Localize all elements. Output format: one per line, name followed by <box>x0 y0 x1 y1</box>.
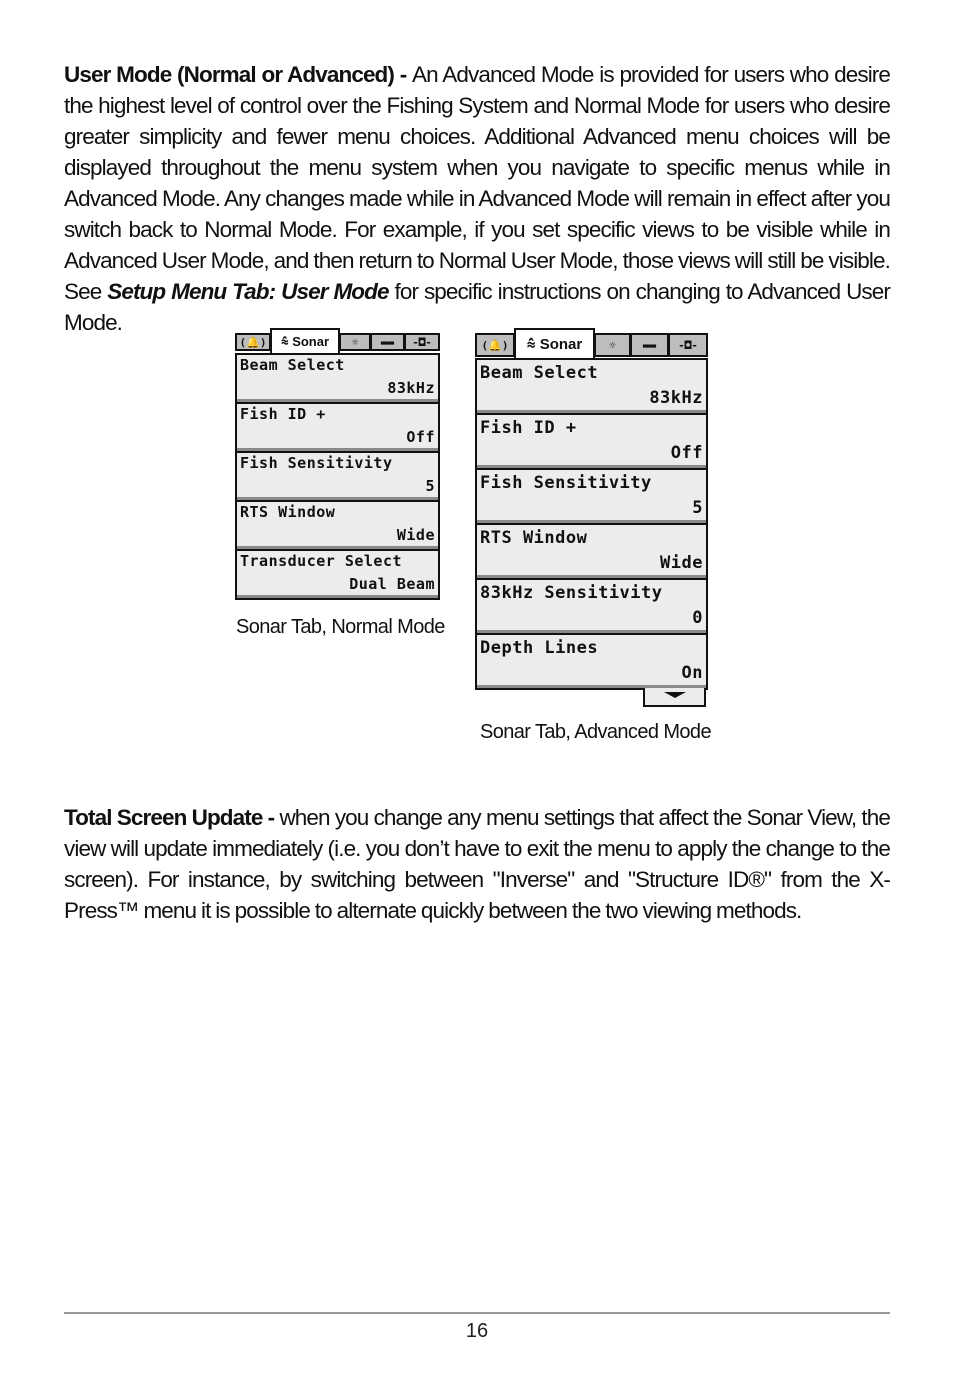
alarm-bell-icon: (🔔) <box>239 335 267 349</box>
total-screen-update-body: when you change any menu settings that affect the Sonar View, the view will update immediately (i.e. you don’t have to exit the menu to apply the change to the screen). For instance, by switching between "Inverse" and "Structure ID®" from the X-Press™ menu it is possible to alternate quickly between the two viewing methods. <box>64 805 891 923</box>
item-label: Transducer Select <box>240 552 403 570</box>
setup-tab[interactable] <box>630 333 669 357</box>
menu-tabs <box>235 331 440 353</box>
item-value: 83kHz <box>387 379 435 397</box>
menu-item-transducer-select[interactable] <box>237 549 438 598</box>
item-value: Off <box>406 428 435 446</box>
caption-normal-mode: Sonar Tab, Normal Mode <box>236 616 445 638</box>
sun-icon: ☼ <box>609 338 616 352</box>
plug-icon: -◘- <box>412 335 432 349</box>
menu-item-fish-id[interactable] <box>237 402 438 451</box>
setup-tab[interactable] <box>370 333 405 351</box>
alarm-bell-icon: (🔔) <box>481 338 509 352</box>
accessories-tab[interactable] <box>404 333 440 351</box>
item-label: Beam Select <box>480 363 599 383</box>
item-label: Beam Select <box>240 356 345 374</box>
menu-item-83khz-sensitivity[interactable] <box>477 578 706 633</box>
total-screen-update-paragraph <box>64 802 890 926</box>
setup-menu-reference: Setup Menu Tab: User Mode <box>107 279 389 304</box>
sonar-tab-label: Sonar <box>539 336 583 353</box>
footer-rule <box>64 1312 890 1314</box>
item-label: Depth Lines <box>480 638 599 658</box>
sonar-icon: ⩯ <box>280 333 289 349</box>
item-label: RTS Window <box>240 503 336 521</box>
item-label: Fish ID + <box>240 405 326 423</box>
scroll-down-indicator[interactable] <box>643 688 706 707</box>
item-label: Fish Sensitivity <box>480 473 652 493</box>
item-value: 5 <box>692 498 703 518</box>
item-value: Wide <box>660 553 703 573</box>
plug-icon: -◘- <box>678 338 698 352</box>
sonar-menu-normal <box>235 331 440 600</box>
navigation-tab[interactable] <box>339 333 371 351</box>
menu-item-rts-window[interactable] <box>477 523 706 578</box>
menu-tabs <box>475 330 708 358</box>
caption-advanced-mode: Sonar Tab, Advanced Mode <box>480 721 711 743</box>
user-mode-heading: User Mode (Normal or Advanced) - <box>64 62 413 87</box>
user-mode-body: An Advanced Mode is provided for users who desire the highest level of control over the Fishing System and Normal Mode for users who desire greater simplicity and fewer menu choices. Additional Advanced menu choices will be displayed throughout the menu system when you navigate to specific menus while in Advanced Mode. Any changes made while in Advanced Mode will remain in effect after you switch back to Normal Mode. For example, if you set specific views to be visible while in Advanced User Mode, and then return to Normal User Mode, those views will still be visible. See <box>64 62 890 304</box>
sonar-tab-label: Sonar <box>292 334 330 349</box>
menu-item-depth-lines[interactable] <box>477 633 706 688</box>
item-label: Fish Sensitivity <box>240 454 393 472</box>
wrench-icon: ▬▬ <box>642 338 657 352</box>
alarms-tab[interactable] <box>475 333 515 357</box>
menu-item-beam-select[interactable] <box>237 353 438 402</box>
user-mode-tail: for specific instructions on changing to Advanced User Mode. <box>64 279 890 335</box>
sun-icon: ☼ <box>351 335 359 349</box>
alarms-tab[interactable] <box>235 333 271 351</box>
sonar-menu-advanced <box>475 330 708 690</box>
accessories-tab[interactable] <box>668 333 708 357</box>
wrench-icon: ▬▬ <box>380 335 395 349</box>
sonar-icon: ⩯ <box>526 336 536 353</box>
item-value: 5 <box>425 477 435 495</box>
menu-item-rts-window[interactable] <box>237 500 438 549</box>
sonar-tab[interactable] <box>270 328 340 353</box>
item-label: 83kHz Sensitivity <box>480 583 663 603</box>
user-mode-paragraph <box>64 59 890 338</box>
sonar-tab[interactable] <box>514 328 595 359</box>
item-label: Fish ID + <box>480 418 577 438</box>
menu-item-beam-select[interactable] <box>477 358 706 413</box>
item-value: Off <box>670 443 703 463</box>
menu-items <box>475 358 708 690</box>
menu-item-fish-sensitivity[interactable] <box>237 451 438 500</box>
menu-item-fish-sensitivity[interactable] <box>477 468 706 523</box>
menu-item-fish-id[interactable] <box>477 413 706 468</box>
item-value: On <box>681 663 703 683</box>
item-value: Dual Beam <box>349 575 435 593</box>
item-value: 0 <box>692 608 703 628</box>
total-screen-update-heading: Total Screen Update - <box>64 805 280 830</box>
item-label: RTS Window <box>480 528 588 548</box>
item-value: 83kHz <box>649 388 703 408</box>
navigation-tab[interactable] <box>594 333 631 357</box>
menu-items <box>235 353 440 600</box>
page-number: 16 <box>465 1320 489 1342</box>
down-arrow-icon <box>664 692 686 698</box>
item-value: Wide <box>396 526 435 544</box>
